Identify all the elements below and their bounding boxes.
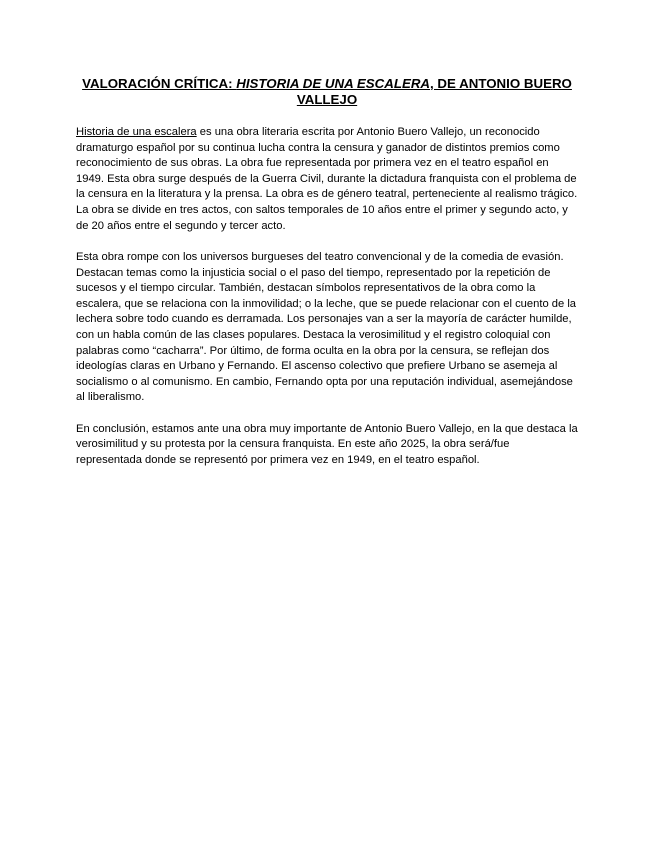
paragraph-introduction: [76, 125, 578, 234]
document-page: [76, 76, 578, 484]
title-work-name: HISTORIA DE UNA ESCALERA: [236, 76, 431, 91]
title-prefix: VALORACIÓN CRÍTICA:: [82, 76, 237, 91]
page-title: [76, 76, 578, 108]
paragraph-analysis: Esta obra rompe con los universos burgueses del teatro convencional y de la comedia de evasión. Destacan temas como la injusticia social o el paso del tiempo, representado por la repetición de sucesos y el tiempo circular. También, destacan símbolos representativos de la obra como la escalera, que se relaciona con la inmovilidad; o la leche, que se puede relacionar con el cuento de la lechera sobre todo cuando es derramada. Los personajes van a ser la mayoría de carácter humilde, con un habla común de las clases populares. Destaca la verosimilitud y el registro coloquial con palabras como “cacharra”. Por último, de forma oculta en la obra por la censura, se reflejan dos ideologías claras en Urbano y Fernando. El ascenso colectivo que prefiere Urbano se asemeja al socialismo o al comunismo. En cambio, Fernando opta por una reputación individual, asemejándose al liberalismo.: [76, 250, 577, 404]
paragraph-introduction-text: es una obra literaria escrita por Antonio Buero Vallejo, un reconocido dramaturgo español por su continua lucha contra la censura y ganador de distintos premios como reconocimiento de sus obras. La obra fue representada por primera vez en el teatro español en 1949. Esta obra surge después de la Guerra Civil, durante la dictadura franquista con el problema de la censura en la literatura y la prensa. La obra es de género teatral, perteneciente al realismo trágico. La obra se divide en tres actos, con saltos temporales de 10 años entre el primer y segundo acto, y de 20 años entre el segundo y tercer acto.: [76, 126, 578, 232]
title-suffix: , DE ANTONIO BUERO VALLEJO: [296, 76, 572, 107]
paragraph-conclusion: En conclusión, estamos ante una obra muy importante de Antonio Buero Vallejo, en la que destaca la verosimilitud y su protesta por la censura franquista. En este año 2025, la obra será/fue representada donde se representó por primera vez en 1949, en el teatro español.: [76, 422, 578, 466]
paragraph-work-reference: Historia de una escalera: [76, 126, 197, 138]
